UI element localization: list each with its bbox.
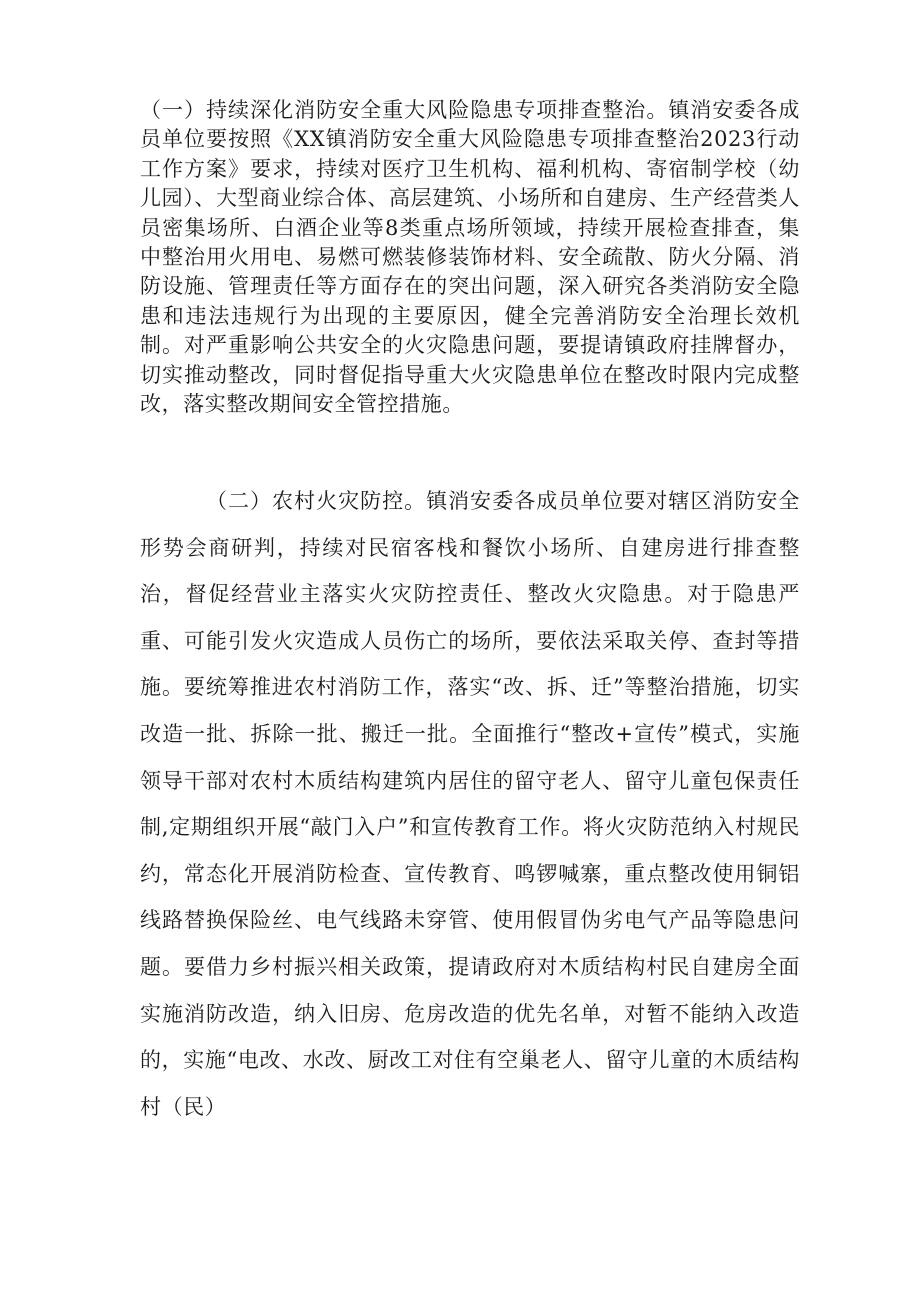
paragraph-major-risk-rectification: （一）持续深化消防安全重大风险隐患专项排查整治。镇消安委各成员单位要按照《XX镇消防安全重大风险隐患专项排查整治2023行动工作方案》要求，持续对医疗卫生机构、福利机构、寄宿制学校（幼儿园）、大型商业综合体、高层建筑、小场所和自建房、生产经营类人员密集场所、白酒企业等8类重点场所领域，持续开展检查排查，集中整治用火用电、易燃可燃装修装饰材料、安全疏散、防火分隔、消防设施、管理责任等方面存在的突出问题，深入研究各类消防安全隐患和违法违规行为出现的主要原因，健全完善消防安全治理长效机制。对严重影响公共安全的火灾隐患问题，要提请镇政府挂牌督办，切实推动整改，同时督促指导重大火灾隐患单位在整改时限内完成整改，落实整改期间安全管控措施。 xyxy=(140,98,800,417)
paragraph-rural-fire-prevention: （二）农村火灾防控。镇消安委各成员单位要对辖区消防安全形势会商研判，持续对民宿客栈和餐饮小场所、自建房进行排查整治，督促经营业主落实火灾防控责任、整改火灾隐患。对于隐患严重、可能引发火灾造成人员伤亡的场所，要依法采取关停、查封等措施。要统筹推进农村消防工作，落实“改、拆、迁”等整治措施，切实改造一批、拆除一批、搬迁一批。全面推行“整改+宣传”模式，实施领导干部对农村木质结构建筑内居住的留守老人、留守儿童包保责任制,定期组织开展“敲门入户”和宣传教育工作。将火灾防范纳入村规民约，常态化开展消防检查、宣传教育、鸣锣喊寨，重点整改使用铜铝线路替换保险丝、电气线路未穿管、使用假冒伪劣电气产品等隐患问题。要借力乡村振兴相关政策，提请政府对木质结构村民自建房全面实施消防改造，纳入旧房、危房改造的优先名单，对暂不能纳入改造的，实施“电改、水改、厨改工对住有空巢老人、留守儿童的木质结构村（民） xyxy=(140,489,800,1119)
